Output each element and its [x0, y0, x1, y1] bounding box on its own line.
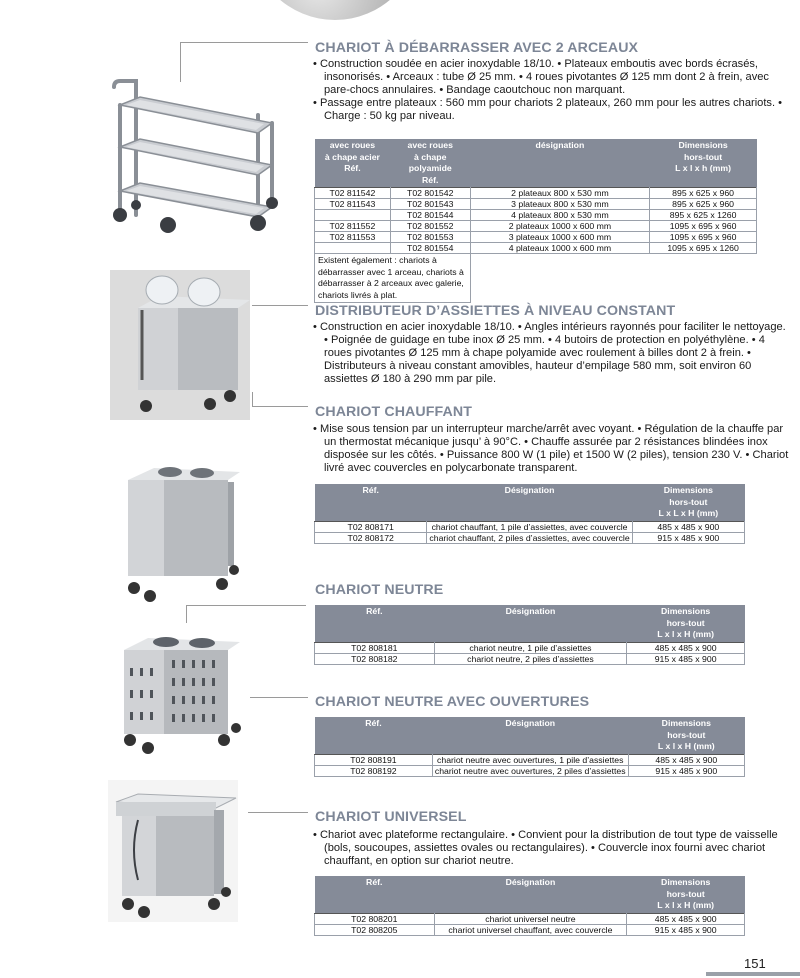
table-chariot-neutre: [314, 605, 745, 665]
table-row: [315, 653, 745, 664]
table-cell: T02 801552: [390, 221, 470, 232]
table-cell: 895 x 625 x 1260: [650, 210, 757, 221]
section-bullets-chariot-universel: [313, 829, 791, 868]
table-cell: 3 plateaux 800 x 530 mm: [470, 199, 650, 210]
table-row: [315, 754, 745, 765]
table-chariot-neutre-ouvertures: [314, 717, 745, 777]
col-header-ref: Réf.: [315, 876, 435, 913]
table-cell: 4 plateaux 800 x 530 mm: [470, 210, 650, 221]
product-image-chariot-debarrasser: [100, 75, 290, 250]
table-cell: chariot chauffant, 1 pile d’assiettes, avec couvercle: [427, 521, 632, 532]
table-cell: chariot universel chauffant, avec couvercle: [434, 924, 627, 935]
bullet-item: • Construction en acier inoxydable 18/10. • Angles intérieurs rayonnés pour faciliter le nettoyage. • Poignée de guidage en tube inox Ø 25 mm. • 4 butoirs de protection en polyéthylène. • 4 roues pivotantes Ø 125 mm à chape polyamide avec roulement à billes dont 2 à frein. • Distributeurs à niveau constant amovibles, hauteur d’empilage 580 mm, soit environ 60 assiettes Ø 180 à 290 mm par pile.: [313, 321, 791, 386]
bullet-item: • Mise sous tension par un interrupteur marche/arrêt avec voyant. • Régulation de la chauffe par un thermostat mécanique jusqu’ à 90°C. • Chauffe assurée par 2 résistances blindées inox disposée sur les côtés. • Puissance 800 W (1 pile) et 1500 W (2 piles), tension 230 V. • Chariot livré avec couvercles en polycarbonate transparent.: [313, 423, 791, 475]
table-cell: T02 808201: [315, 913, 435, 924]
col-header-dimensions: Dimensions hors-tout L x l x H (mm): [627, 605, 745, 642]
section-title-distributeur: DISTRIBUTEUR D’ASSIETTES À NIVEAU CONSTANT: [315, 303, 676, 319]
section-bullets-chariot-debarrasser: [313, 58, 791, 123]
col-header-dimensions: Dimensions hors-tout L x L x H (mm): [632, 484, 744, 521]
table-cell: 485 x 485 x 900: [628, 754, 744, 765]
table-cell: T02 801554: [390, 243, 470, 254]
table-cell: chariot neutre, 1 pile d’assiettes: [434, 642, 627, 653]
table-row: [315, 765, 745, 776]
product-image-distributeur: [110, 270, 250, 420]
table-cell: 1095 x 695 x 960: [650, 232, 757, 243]
table-cell: 1095 x 695 x 1260: [650, 243, 757, 254]
col-header-designation: Désignation: [432, 717, 628, 754]
section-bullets-distributeur: [313, 321, 791, 386]
table-chariot-universel: [314, 876, 745, 936]
table-cell: T02 801542: [390, 188, 470, 199]
section-title-chariot-neutre: CHARIOT NEUTRE: [315, 582, 444, 598]
col-header-ref: Réf.: [315, 605, 435, 642]
table-cell: T02 808172: [315, 532, 427, 543]
table-cell: T02 801543: [390, 199, 470, 210]
table-cell: T02 808205: [315, 924, 435, 935]
table-cell: chariot chauffant, 2 piles d’assiettes, avec couvercle: [427, 532, 632, 543]
product-image-chariot-neutre-ouvertures: [108, 628, 248, 758]
col-header-ref: Réf.: [315, 717, 433, 754]
section-title-chariot-universel: CHARIOT UNIVERSEL: [315, 809, 467, 825]
table-row: [315, 210, 757, 221]
table-cell: T02 811553: [315, 232, 391, 243]
table-cell: 915 x 485 x 900: [627, 924, 745, 935]
col-header-ref-polyamide: avec roues à chape polyamide Réf.: [390, 139, 470, 188]
table-cell: T02 811543: [315, 199, 391, 210]
table-cell: T02 808181: [315, 642, 435, 653]
col-header-dimensions: Dimensions hors-tout L x l x H (mm): [627, 876, 745, 913]
page-number-bar: [706, 972, 800, 976]
table-row: [315, 642, 745, 653]
table-row: [315, 188, 757, 199]
table-cell: T02 808182: [315, 653, 435, 664]
table-cell: T02 808191: [315, 754, 433, 765]
table-cell: T02 801544: [390, 210, 470, 221]
table-cell: 485 x 485 x 900: [632, 521, 744, 532]
table-cell: 915 x 485 x 900: [628, 765, 744, 776]
table-note-row: [315, 254, 757, 303]
col-header-ref: Réf.: [315, 484, 427, 521]
col-header-designation: Désignation: [427, 484, 632, 521]
table-cell: 915 x 485 x 900: [632, 532, 744, 543]
table-cell: T02 801553: [390, 232, 470, 243]
table-cell: [315, 243, 391, 254]
leader-line: [248, 812, 308, 813]
bullet-item: • Construction soudée en acier inoxydable 18/10. • Plateaux emboutis avec bords écrasés, insonorisés. • Arceaux : tube Ø 25 mm. • 4 roues pivotantes Ø 125 mm dont 2 à frein, avec pare-chocs annulaires. • Bandage caoutchouc non marquant.: [313, 58, 791, 97]
table-cell: chariot neutre, 2 piles d’assiettes: [434, 653, 627, 664]
table-cell: 915 x 485 x 900: [627, 653, 745, 664]
table-cell: T02 808171: [315, 521, 427, 532]
table-row: [315, 924, 745, 935]
header-decoration: [250, 0, 390, 22]
table-cell: chariot neutre avec ouvertures, 1 pile d’assiettes: [432, 754, 628, 765]
table-chariot-chauffant: [314, 484, 745, 544]
table-cell: T02 811542: [315, 188, 391, 199]
section-bullets-chariot-chauffant: [313, 423, 791, 475]
table-cell: T02 811552: [315, 221, 391, 232]
table-chariot-debarrasser: [314, 139, 757, 303]
col-header-dimensions: Dimensions hors-tout L x l x H (mm): [628, 717, 744, 754]
leader-line: [252, 392, 253, 406]
table-header-row: [315, 139, 757, 188]
table-header-row: [315, 717, 745, 754]
leader-line: [186, 605, 187, 623]
col-header-designation: désignation: [470, 139, 650, 188]
section-title-chariot-debarrasser: CHARIOT À DÉBARRASSER AVEC 2 ARCEAUX: [315, 40, 639, 56]
table-row: [315, 243, 757, 254]
table-cell: 4 plateaux 1000 x 600 mm: [470, 243, 650, 254]
table-row: [315, 521, 745, 532]
table-cell: chariot neutre avec ouvertures, 2 piles d’assiettes: [432, 765, 628, 776]
table-cell: [315, 210, 391, 221]
table-row: [315, 532, 745, 543]
leader-line: [252, 406, 308, 407]
table-cell: 895 x 625 x 960: [650, 199, 757, 210]
table-cell: 2 plateaux 800 x 530 mm: [470, 188, 650, 199]
leader-line: [250, 697, 308, 698]
col-header-designation: Désignation: [434, 876, 627, 913]
section-title-chariot-chauffant: CHARIOT CHAUFFANT: [315, 404, 472, 420]
leader-line: [180, 42, 308, 43]
table-cell: 3 plateaux 1000 x 600 mm: [470, 232, 650, 243]
leader-line: [252, 305, 308, 306]
bullet-item: • Passage entre plateaux : 560 mm pour chariots 2 plateaux, 260 mm pour les autres chariots. • Charge : 50 kg par niveau.: [313, 97, 791, 123]
product-image-chariot-chauffant: [110, 460, 245, 605]
bullet-item: • Chariot avec plateforme rectangulaire. • Convient pour la distribution de tout type de vaisselle (bols, soucoupes, assiettes ovales ou rectangulaires). • Couvercle inox fourni avec chariot chauffant, en option sur chariot neutre.: [313, 829, 791, 868]
table-row: [315, 199, 757, 210]
table-cell: 895 x 625 x 960: [650, 188, 757, 199]
table-header-row: [315, 484, 745, 521]
col-header-ref-acier: avec roues à chape acier Réf.: [315, 139, 391, 188]
table-cell: T02 808192: [315, 765, 433, 776]
table-row: [315, 913, 745, 924]
col-header-dimensions: Dimensions hors-tout L x l x h (mm): [650, 139, 757, 188]
table-cell: 1095 x 695 x 960: [650, 221, 757, 232]
col-header-designation: Désignation: [434, 605, 627, 642]
table-header-row: [315, 605, 745, 642]
table-row: [315, 232, 757, 243]
table-cell: 485 x 485 x 900: [627, 642, 745, 653]
product-image-chariot-universel: [108, 780, 238, 922]
table-cell: 2 plateaux 1000 x 600 mm: [470, 221, 650, 232]
section-title-chariot-neutre-ouvertures: CHARIOT NEUTRE AVEC OUVERTURES: [315, 694, 590, 710]
table-row: [315, 221, 757, 232]
page-number: 151: [744, 956, 766, 971]
leader-line: [186, 605, 306, 606]
table-cell: 485 x 485 x 900: [627, 913, 745, 924]
table-note: Existent également : chariots à débarrasser avec 1 arceau, chariots à débarrasser à 2 arceaux avec galerie, chariots livrés à plat.: [315, 254, 471, 303]
table-header-row: [315, 876, 745, 913]
table-cell: chariot universel neutre: [434, 913, 627, 924]
